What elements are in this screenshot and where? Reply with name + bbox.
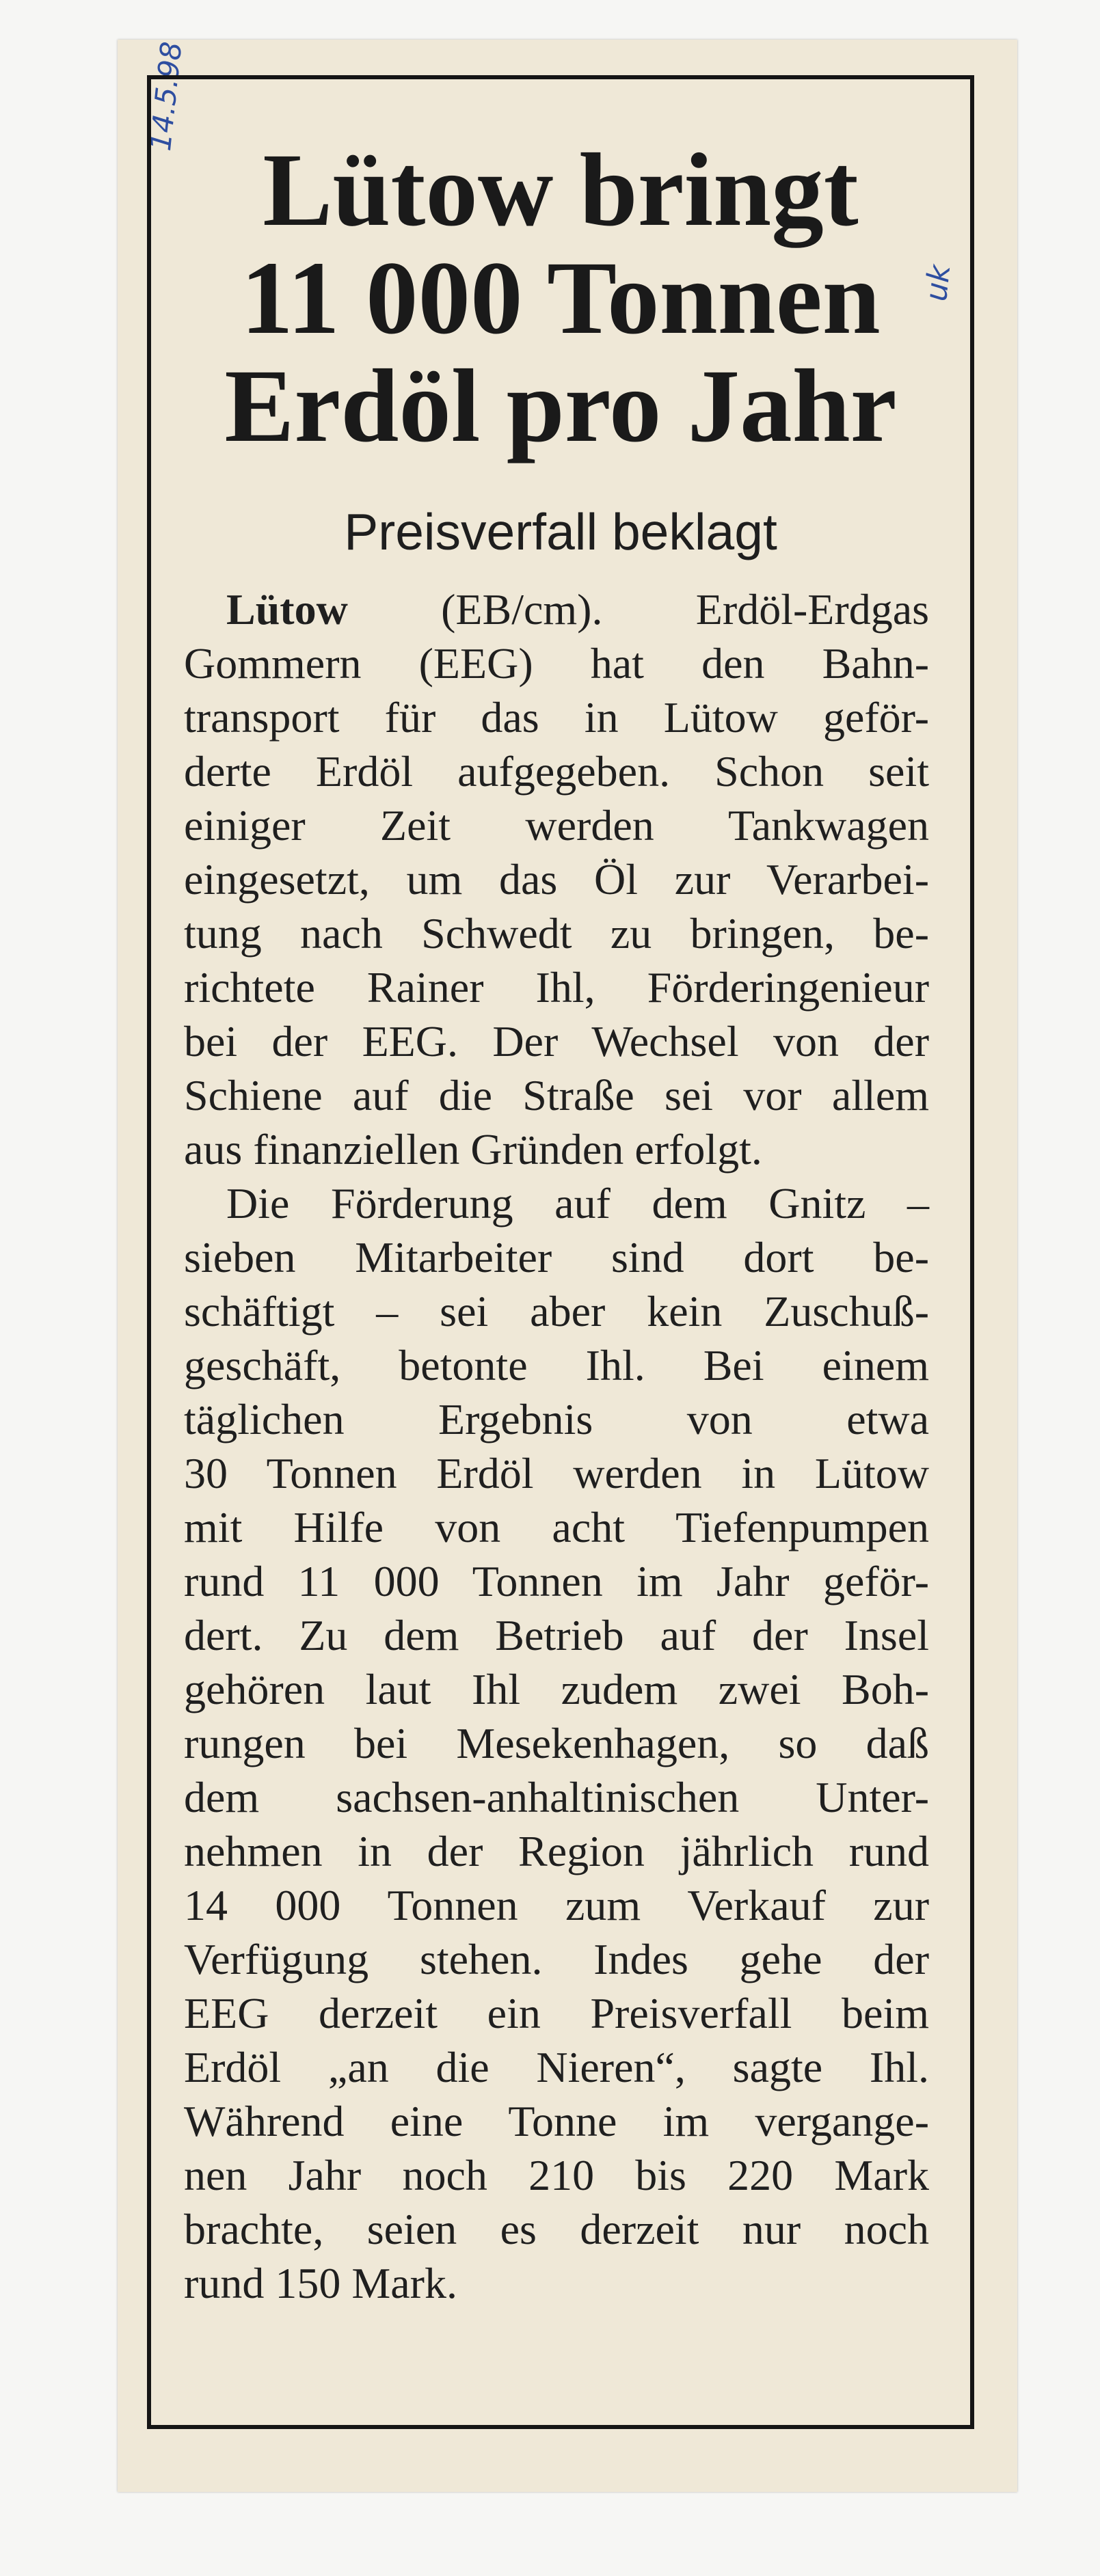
body-line: bei der EEG. Der Wechsel von der xyxy=(184,1017,929,1066)
body-line: gehören laut Ihl zudem zwei Boh- xyxy=(184,1665,929,1713)
newspaper-clipping xyxy=(118,40,1017,2492)
body-line: transport für das in Lütow geför- xyxy=(184,693,929,742)
body-line: mit Hilfe von acht Tiefenpumpen xyxy=(184,1503,929,1551)
body-line: richtete Rainer Ihl, Förderingenieur xyxy=(184,963,929,1012)
body-line: rund 150 Mark. xyxy=(184,2259,457,2307)
body-line: einiger Zeit werden Tankwagen xyxy=(184,801,929,850)
article-frame xyxy=(147,75,974,2429)
body-line: nehmen in der Region jährlich rund xyxy=(184,1827,929,1875)
headline xyxy=(151,133,970,464)
body-line: rungen bei Mesekenhagen, so daß xyxy=(184,1719,929,1767)
body-line: 30 Tonnen Erdöl werden in Lütow xyxy=(184,1449,929,1497)
body-line: tung nach Schwedt zu bringen, be- xyxy=(184,909,929,958)
body-line: täglichen Ergebnis von etwa xyxy=(184,1395,929,1443)
body-line: dert. Zu dem Betrieb auf der Insel xyxy=(184,1611,929,1659)
headline-line: Lütow bringt xyxy=(263,133,859,248)
body-line: 14 000 Tonnen zum Verkauf zur xyxy=(184,1881,929,1929)
body-line: brachte, seien es derzeit nur noch xyxy=(184,2205,929,2253)
body-line: Schiene auf die Straße sei vor allem xyxy=(184,1071,929,1120)
body-line: nen Jahr noch 210 bis 220 Mark xyxy=(184,2151,929,2199)
handwritten-date: 14.5.98 xyxy=(144,40,189,153)
body-line: derte Erdöl aufgegeben. Schon seit xyxy=(184,747,929,796)
body-line: eingesetzt, um das Öl zur Verarbei- xyxy=(184,855,929,904)
body-line: Während eine Tonne im vergange- xyxy=(184,2097,929,2145)
article-body xyxy=(184,582,929,2310)
body-line-text: (EB/cm). Erdöl-Erdgas xyxy=(347,585,929,634)
body-line: aus finanziellen Gründen erfolgt. xyxy=(184,1125,762,1174)
body-line: rund 11 000 Tonnen im Jahr geför- xyxy=(184,1557,929,1605)
body-line: dem sachsen-anhaltinischen Unter- xyxy=(184,1773,929,1821)
body-line: Erdöl „an die Nieren“, sagte Ihl. xyxy=(184,2043,929,2091)
body-line: Die Förderung auf dem Gnitz – xyxy=(226,1179,929,1228)
body-line: sieben Mitarbeiter sind dort be- xyxy=(184,1233,929,1282)
body-line: EEG derzeit ein Preisverfall beim xyxy=(184,1989,929,2037)
body-line: schäftigt – sei aber kein Zuschuß- xyxy=(184,1287,929,1336)
dateline: Lütow xyxy=(226,585,348,634)
body-line: geschäft, betonte Ihl. Bei einem xyxy=(184,1341,929,1389)
body-line: Verfügung stehen. Indes gehe der xyxy=(184,1935,929,1983)
headline-line: Erdöl pro Jahr xyxy=(224,349,897,464)
headline-line: 11 000 Tonnen xyxy=(241,241,881,356)
subheadline: Preisverfall beklagt xyxy=(344,503,777,560)
handwritten-initials: uk xyxy=(919,262,958,303)
body-line xyxy=(184,582,929,636)
body-line: Gommern (EEG) hat den Bahn- xyxy=(184,639,929,688)
